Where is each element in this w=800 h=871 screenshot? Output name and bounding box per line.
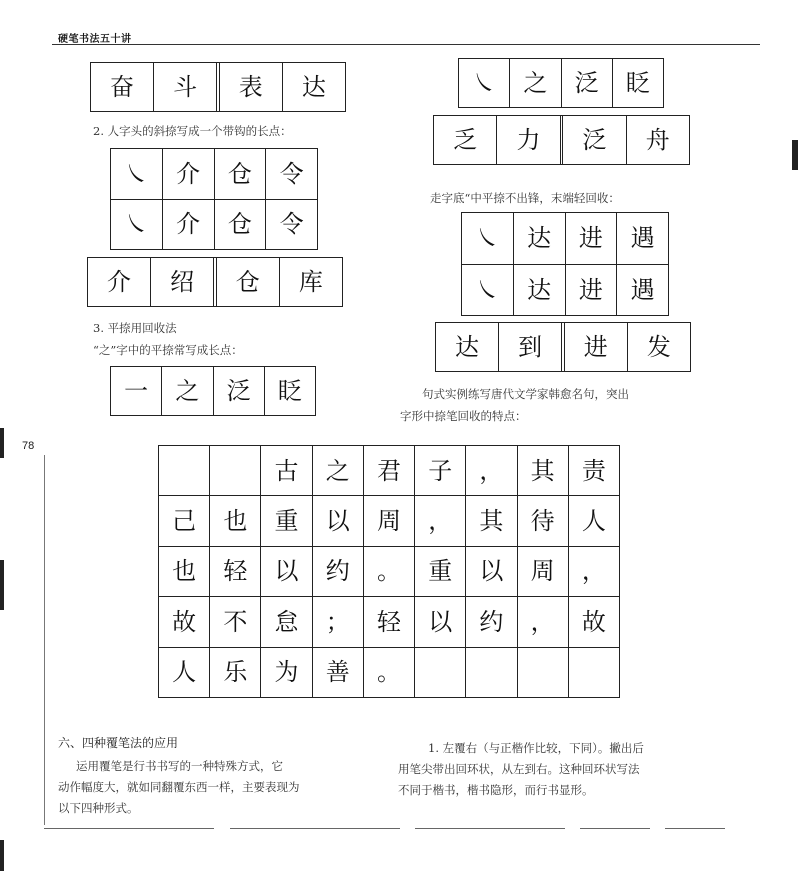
char-cell: 仓 (216, 258, 279, 307)
char-cell: 达 (436, 323, 499, 372)
char-cell: 乏 (434, 116, 497, 165)
practice-char-cell: 为 (261, 647, 312, 697)
char-cell: 进 (564, 323, 627, 372)
practice-intro-line1: 句式实例练写唐代文学家韩愈名句，突出 (422, 387, 629, 401)
bottom-rule-segment (580, 828, 650, 829)
item3-subcaption: “之”字中的平捺常写成长点： (93, 343, 243, 357)
practice-char-cell: 君 (363, 446, 414, 496)
char-cell: 达 (513, 264, 565, 316)
practice-char-cell: 待 (517, 496, 568, 546)
practice-char-cell: 重 (415, 546, 466, 596)
char-cell: 发 (627, 323, 690, 372)
example-row-jieshao-cangku (87, 257, 343, 307)
left-edge-mark (0, 840, 4, 871)
char-cell: 绍 (151, 258, 214, 307)
paragraph-line: 用笔尖带出回环状，从左到右。这种回环状写法 (398, 762, 640, 776)
practice-intro-line2: 字形中捺笔回收的特点： (400, 409, 527, 423)
practice-char-cell: ， (568, 546, 619, 596)
char-cell: 达 (513, 213, 565, 265)
practice-char-cell (466, 647, 517, 697)
char-cell: 遇 (617, 213, 669, 265)
example-row-zhi-fan-zha-right (458, 58, 664, 108)
item2-caption: 2. 人字头的斜捺写成一个带钩的长点： (93, 124, 292, 138)
practice-char-cell: 故 (159, 597, 210, 647)
char-cell: 眨 (264, 367, 315, 416)
char-cell: 奋 (91, 63, 154, 112)
practice-char-cell: 。 (363, 546, 414, 596)
practice-char-cell: 以 (415, 597, 466, 647)
example-grid-da-jin-yu (461, 212, 669, 316)
practice-char-cell: 以 (261, 546, 312, 596)
char-cell: 介 (162, 149, 214, 200)
char-cell: 令 (266, 199, 318, 250)
running-header-title: 硬笔书法五十讲 (58, 34, 132, 45)
practice-grid-row (159, 446, 620, 496)
char-cell: 介 (162, 199, 214, 250)
practice-char-cell: 以 (466, 546, 517, 596)
char-cell: 泛 (563, 116, 626, 165)
practice-grid-row (159, 597, 620, 647)
practice-char-cell: 子 (415, 446, 466, 496)
char-cell: 舟 (626, 116, 689, 165)
page-number: 78 (22, 440, 35, 452)
section6-paragraph1 (58, 756, 300, 819)
char-cell: 到 (499, 323, 562, 372)
char-cell: ㇏ (111, 149, 163, 200)
practice-char-cell: 责 (568, 446, 619, 496)
practice-char-cell: 己 (159, 496, 210, 546)
practice-char-cell: 约 (312, 546, 363, 596)
bottom-rule-segment (415, 828, 565, 829)
example-row-fali-fanzhou (433, 115, 690, 165)
left-edge-mark (0, 560, 4, 610)
practice-char-cell (568, 647, 619, 697)
char-cell: ㇏ (462, 264, 514, 316)
char-cell: 一 (111, 367, 162, 416)
example-grid-jie-cang-ling (110, 148, 318, 250)
practice-grid-row (159, 496, 620, 546)
practice-char-cell: 以 (312, 496, 363, 546)
paragraph-line: 不同于楷书，楷书隐形，而行书显形。 (398, 783, 594, 797)
char-cell: 令 (266, 149, 318, 200)
practice-char-cell (210, 446, 261, 496)
practice-char-cell: 约 (466, 597, 517, 647)
practice-char-cell: 周 (517, 546, 568, 596)
section6-title: 六、四种覆笔法的应用 (58, 736, 179, 750)
right-edge-mark (792, 140, 798, 170)
char-cell: 眨 (612, 59, 663, 108)
practice-char-cell: 之 (312, 446, 363, 496)
practice-char-cell: 怠 (261, 597, 312, 647)
practice-char-cell: 乐 (210, 647, 261, 697)
char-cell: 之 (510, 59, 561, 108)
practice-char-cell: 其 (517, 446, 568, 496)
practice-char-cell: 故 (568, 597, 619, 647)
char-cell: 达 (282, 63, 345, 112)
char-cell: 斗 (154, 63, 217, 112)
practice-grid-row (159, 647, 620, 697)
practice-char-cell (415, 647, 466, 697)
practice-grid-han-yu-quote (158, 445, 620, 698)
char-cell: 库 (279, 258, 342, 307)
paragraph-line: 运用覆笔是行书书写的一种特殊方式，它 (76, 759, 283, 773)
practice-char-cell: ， (466, 446, 517, 496)
practice-char-cell: 善 (312, 647, 363, 697)
practice-char-cell: 不 (210, 597, 261, 647)
practice-char-cell: 也 (159, 546, 210, 596)
practice-char-cell: 也 (210, 496, 261, 546)
example-row-dadao-jinfa (435, 322, 691, 372)
practice-char-cell: 周 (363, 496, 414, 546)
char-cell: 进 (565, 213, 617, 265)
practice-char-cell: 古 (261, 446, 312, 496)
left-edge-mark (0, 428, 4, 458)
practice-char-cell: 。 (363, 647, 414, 697)
char-cell: 遇 (617, 264, 669, 316)
paragraph-line: 以下四种形式。 (58, 801, 139, 815)
char-cell: 进 (565, 264, 617, 316)
char-cell: 泛 (213, 367, 264, 416)
char-cell: 仓 (214, 149, 266, 200)
char-cell: 介 (88, 258, 151, 307)
practice-char-cell: 其 (466, 496, 517, 546)
item3-caption: 3. 平捺用回收法 (93, 321, 177, 335)
char-cell: ㇏ (462, 213, 514, 265)
header-rule (52, 44, 760, 45)
bottom-rule-segment (665, 828, 725, 829)
example-row-zhi-fan-zha (110, 366, 316, 416)
char-cell: ㇏ (459, 59, 510, 108)
practice-char-cell: 重 (261, 496, 312, 546)
char-cell: ㇏ (111, 199, 163, 250)
char-cell: 仓 (214, 199, 266, 250)
paragraph-line: 动作幅度大，就如同翻覆东西一样，主要表现为 (58, 780, 300, 794)
left-margin-rule (44, 455, 45, 825)
char-cell: 力 (497, 116, 560, 165)
practice-char-cell: ， (517, 597, 568, 647)
practice-char-cell: ， (415, 496, 466, 546)
practice-char-cell: ； (312, 597, 363, 647)
char-cell: 泛 (561, 59, 612, 108)
bottom-rule-segment (230, 828, 400, 829)
practice-char-cell (517, 647, 568, 697)
example-row-fendou-biaoda (90, 62, 346, 112)
char-cell: 之 (162, 367, 213, 416)
section6-paragraph2 (398, 738, 644, 801)
practice-char-cell (159, 446, 210, 496)
practice-char-cell: 人 (568, 496, 619, 546)
practice-char-cell: 人 (159, 647, 210, 697)
practice-char-cell: 轻 (363, 597, 414, 647)
practice-grid-row (159, 546, 620, 596)
practice-char-cell: 轻 (210, 546, 261, 596)
bottom-rule-segment (44, 828, 214, 829)
zouzhidi-caption: 走字底“中平捺不出锋，末端轻回收： (430, 191, 620, 205)
char-cell: 表 (219, 63, 282, 112)
paragraph-line: 1. 左覆右（与正楷作比较，下同）。撇出后 (428, 741, 644, 755)
